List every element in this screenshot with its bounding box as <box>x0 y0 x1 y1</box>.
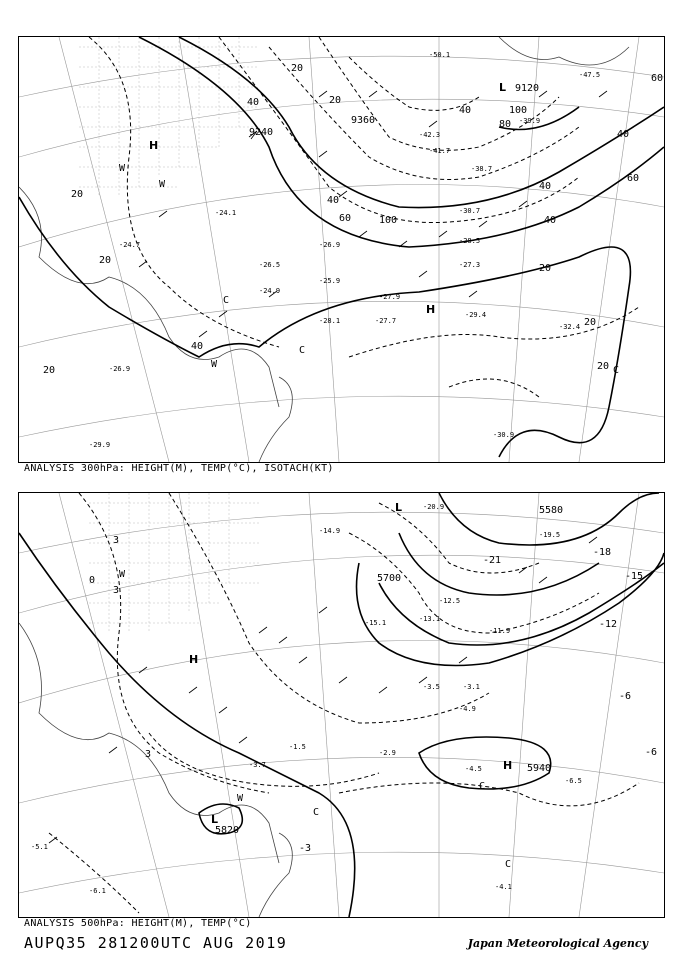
isotach-label: 40 <box>539 181 552 192</box>
temp-contour-label: 3 <box>113 535 120 546</box>
labels-300 <box>43 51 663 449</box>
temp-label: -6.1 <box>89 887 106 895</box>
warm-mark: W <box>237 793 244 804</box>
isotach-label: 40 <box>544 215 557 226</box>
chart-500hpa <box>18 492 665 918</box>
temp-label: -4.9 <box>459 705 476 713</box>
temp-contour-label: -18 <box>593 547 612 558</box>
temp-label: -3.5 <box>423 683 440 691</box>
labels-500 <box>31 501 657 895</box>
temp-label: -24.1 <box>215 209 237 217</box>
temp-contour-label: 0 <box>89 575 96 586</box>
isotach-label: 20 <box>71 189 84 200</box>
temp-label: -27.3 <box>459 261 481 269</box>
caption-500hpa: ANALYSIS 500hPa: HEIGHT(M), TEMP(°C) <box>24 918 252 929</box>
cold-mark: C <box>313 807 320 818</box>
isotach-label: 80 <box>499 119 512 130</box>
warm-mark: W <box>119 163 126 174</box>
isotach-label: 40 <box>327 195 340 206</box>
temp-label: -2.9 <box>379 749 396 757</box>
chart-code-datetime: AUPQ35 281200UTC AUG 2019 <box>24 934 288 952</box>
temp-label: -4.1 <box>495 883 512 891</box>
temp-label: -24.9 <box>259 287 281 295</box>
pressure-center-h: H <box>426 303 436 316</box>
temp-label: -39.9 <box>519 117 541 125</box>
temp-label: -42.3 <box>419 131 441 139</box>
isotach-label: 60 <box>339 213 352 224</box>
temp-label: -1.5 <box>289 743 306 751</box>
map-500hpa <box>19 493 664 917</box>
height-label: 5940 <box>527 763 552 774</box>
isotach-label: 20 <box>539 263 552 274</box>
height-label: 9120 <box>515 83 540 94</box>
pressure-center-h: H <box>189 653 199 666</box>
temp-label: -25.9 <box>319 277 341 285</box>
temp-label: -28.1 <box>319 317 341 325</box>
isotach-label: 60 <box>627 173 640 184</box>
height-label: 9240 <box>249 127 274 138</box>
temp-contour-label: -21 <box>483 555 502 566</box>
temp-contour-label: -3 <box>299 843 312 854</box>
temp-label: -11.9 <box>489 627 511 635</box>
cold-mark: C <box>613 365 620 376</box>
temp-label: -27.9 <box>379 293 401 301</box>
map-300hpa <box>19 37 664 462</box>
isotach-label: 40 <box>247 97 260 108</box>
isotach-label: 20 <box>329 95 342 106</box>
temp-label: -47.5 <box>579 71 601 79</box>
cold-mark: C <box>223 295 230 306</box>
temp-label: -3.1 <box>463 683 480 691</box>
temp-label: -30.9 <box>493 431 515 439</box>
pressure-center-h: H <box>149 139 159 152</box>
warm-mark: W <box>119 569 126 580</box>
isotach-label: 40 <box>191 341 204 352</box>
temp-label: -27.7 <box>375 317 397 325</box>
chart-300hpa <box>18 36 665 463</box>
temp-label: -19.5 <box>539 531 561 539</box>
graticule <box>19 37 664 462</box>
isotach-label: 20 <box>43 365 56 376</box>
temp-label: -38.7 <box>471 165 493 173</box>
cold-mark: C <box>505 859 512 870</box>
height-label: 5700 <box>377 573 402 584</box>
temp-label: -29.9 <box>89 441 111 449</box>
temp-contour-label: -6 <box>619 691 632 702</box>
isotach-label: 100 <box>379 215 398 226</box>
caption-300hpa: ANALYSIS 300hPa: HEIGHT(M), TEMP(°C), ISOTACH(KT) <box>24 463 334 474</box>
pressure-center-l: L <box>211 813 219 826</box>
temp-label: -12.5 <box>439 597 461 605</box>
cold-mark: C <box>299 345 306 356</box>
temp-contour-label: -6 <box>645 747 658 758</box>
temp-label: -24.7 <box>119 241 141 249</box>
pressure-center-l: L <box>395 501 403 514</box>
isotach-label: 20 <box>291 63 304 74</box>
temp-label: -3.7 <box>249 761 266 769</box>
isotach-label: 20 <box>597 361 610 372</box>
temp-label: -26.9 <box>109 365 131 373</box>
height-label: 5820 <box>215 825 240 836</box>
temp-label: -29.4 <box>465 311 487 319</box>
temp-contour-label: 3 <box>145 749 152 760</box>
temp-label: -14.9 <box>319 527 341 535</box>
isotach-label: 20 <box>584 317 597 328</box>
coastline <box>19 623 292 917</box>
temp-contour-label: -15 <box>625 571 644 582</box>
temp-label: -26.9 <box>319 241 341 249</box>
temp-label: -20.9 <box>423 503 445 511</box>
temp-label: -15.1 <box>365 619 387 627</box>
temp-label: -26.5 <box>259 261 281 269</box>
pressure-center-l: L <box>499 81 507 94</box>
warm-mark: W <box>211 359 218 370</box>
height-contours <box>19 37 664 457</box>
temp-label: -13.1 <box>419 615 441 623</box>
temp-label: -5.1 <box>31 843 48 851</box>
cold-mark: C <box>479 781 486 792</box>
warm-mark: W <box>159 179 166 190</box>
pressure-center-h: H <box>503 759 513 772</box>
temp-contours <box>49 493 639 913</box>
temp-label: -41.7 <box>429 147 451 155</box>
graticule <box>19 493 664 917</box>
temp-contour-label: -12 <box>599 619 618 630</box>
temp-label: -50.1 <box>429 51 451 59</box>
temp-label: -4.5 <box>465 765 482 773</box>
isotach-label: 100 <box>509 105 528 116</box>
isotach-label: 40 <box>617 129 630 140</box>
land-hatch <box>79 37 259 197</box>
temp-label: -30.7 <box>459 207 481 215</box>
temp-contour-label: 3 <box>113 585 120 596</box>
height-label: 9360 <box>351 115 376 126</box>
land-hatch <box>89 493 259 633</box>
height-label: 5580 <box>539 505 564 516</box>
agency-name: Japan Meteorological Agency <box>467 937 648 950</box>
isotach-label: 20 <box>99 255 112 266</box>
isotach-label: 60 <box>651 73 664 84</box>
isotach-label: 40 <box>459 105 472 116</box>
temp-label: -28.5 <box>459 237 481 245</box>
temp-label: -32.4 <box>559 323 581 331</box>
temp-label: -6.5 <box>565 777 582 785</box>
